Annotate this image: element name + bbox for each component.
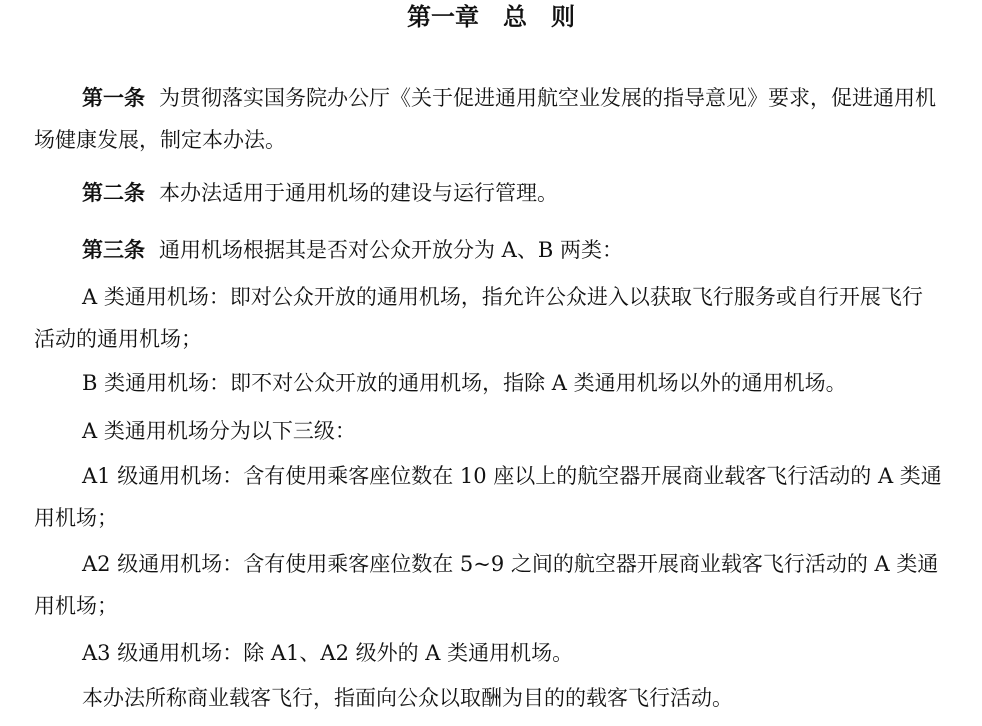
- article-text: 本办法适用于通用机场的建设与运行管理。: [159, 181, 558, 205]
- article-text: 为贯彻落实国务院办公厅《关于促进通用航空业发展的指导意见》要求，促进通用机场健康发展，制定本办法。: [34, 86, 936, 152]
- paragraph-b-class: B 类通用机场：即不对公众开放的通用机场，指除 A 类通用机场以外的通用机场。: [82, 371, 847, 395]
- article-label: 第三条: [82, 237, 145, 262]
- paragraph-a-levels: A 类通用机场分为以下三级：: [82, 419, 356, 443]
- paragraph-a2: A2 级通用机场：含有使用乘客座位数在 5~9 之间的航空器开展商业载客飞行活动的 A 类通用机场；: [34, 552, 939, 618]
- article-2: [34, 172, 942, 214]
- article-label: 第二条: [82, 180, 145, 205]
- article-1: [34, 77, 942, 161]
- paragraph-definition: 本办法所称商业载客飞行，指面向公众以取酬为目的的载客飞行活动。: [82, 686, 733, 710]
- article-label: 第一条: [82, 85, 145, 110]
- article-text: 通用机场根据其是否对公众开放分为 A、B 两类：: [159, 238, 623, 262]
- chapter-title: 第一章 总 则: [407, 2, 575, 31]
- article-3: [34, 229, 942, 271]
- paragraph-a1: A1 级通用机场：含有使用乘客座位数在 10 座以上的航空器开展商业载客飞行活动的 A 类通用机场；: [34, 464, 942, 530]
- paragraph-a3: A3 级通用机场：除 A1、A2 级外的 A 类通用机场。: [82, 641, 574, 665]
- paragraph-a-class: A 类通用机场：即对公众开放的通用机场，指允许公众进入以获取飞行服务或自行开展飞行活动的通用机场；: [34, 285, 923, 351]
